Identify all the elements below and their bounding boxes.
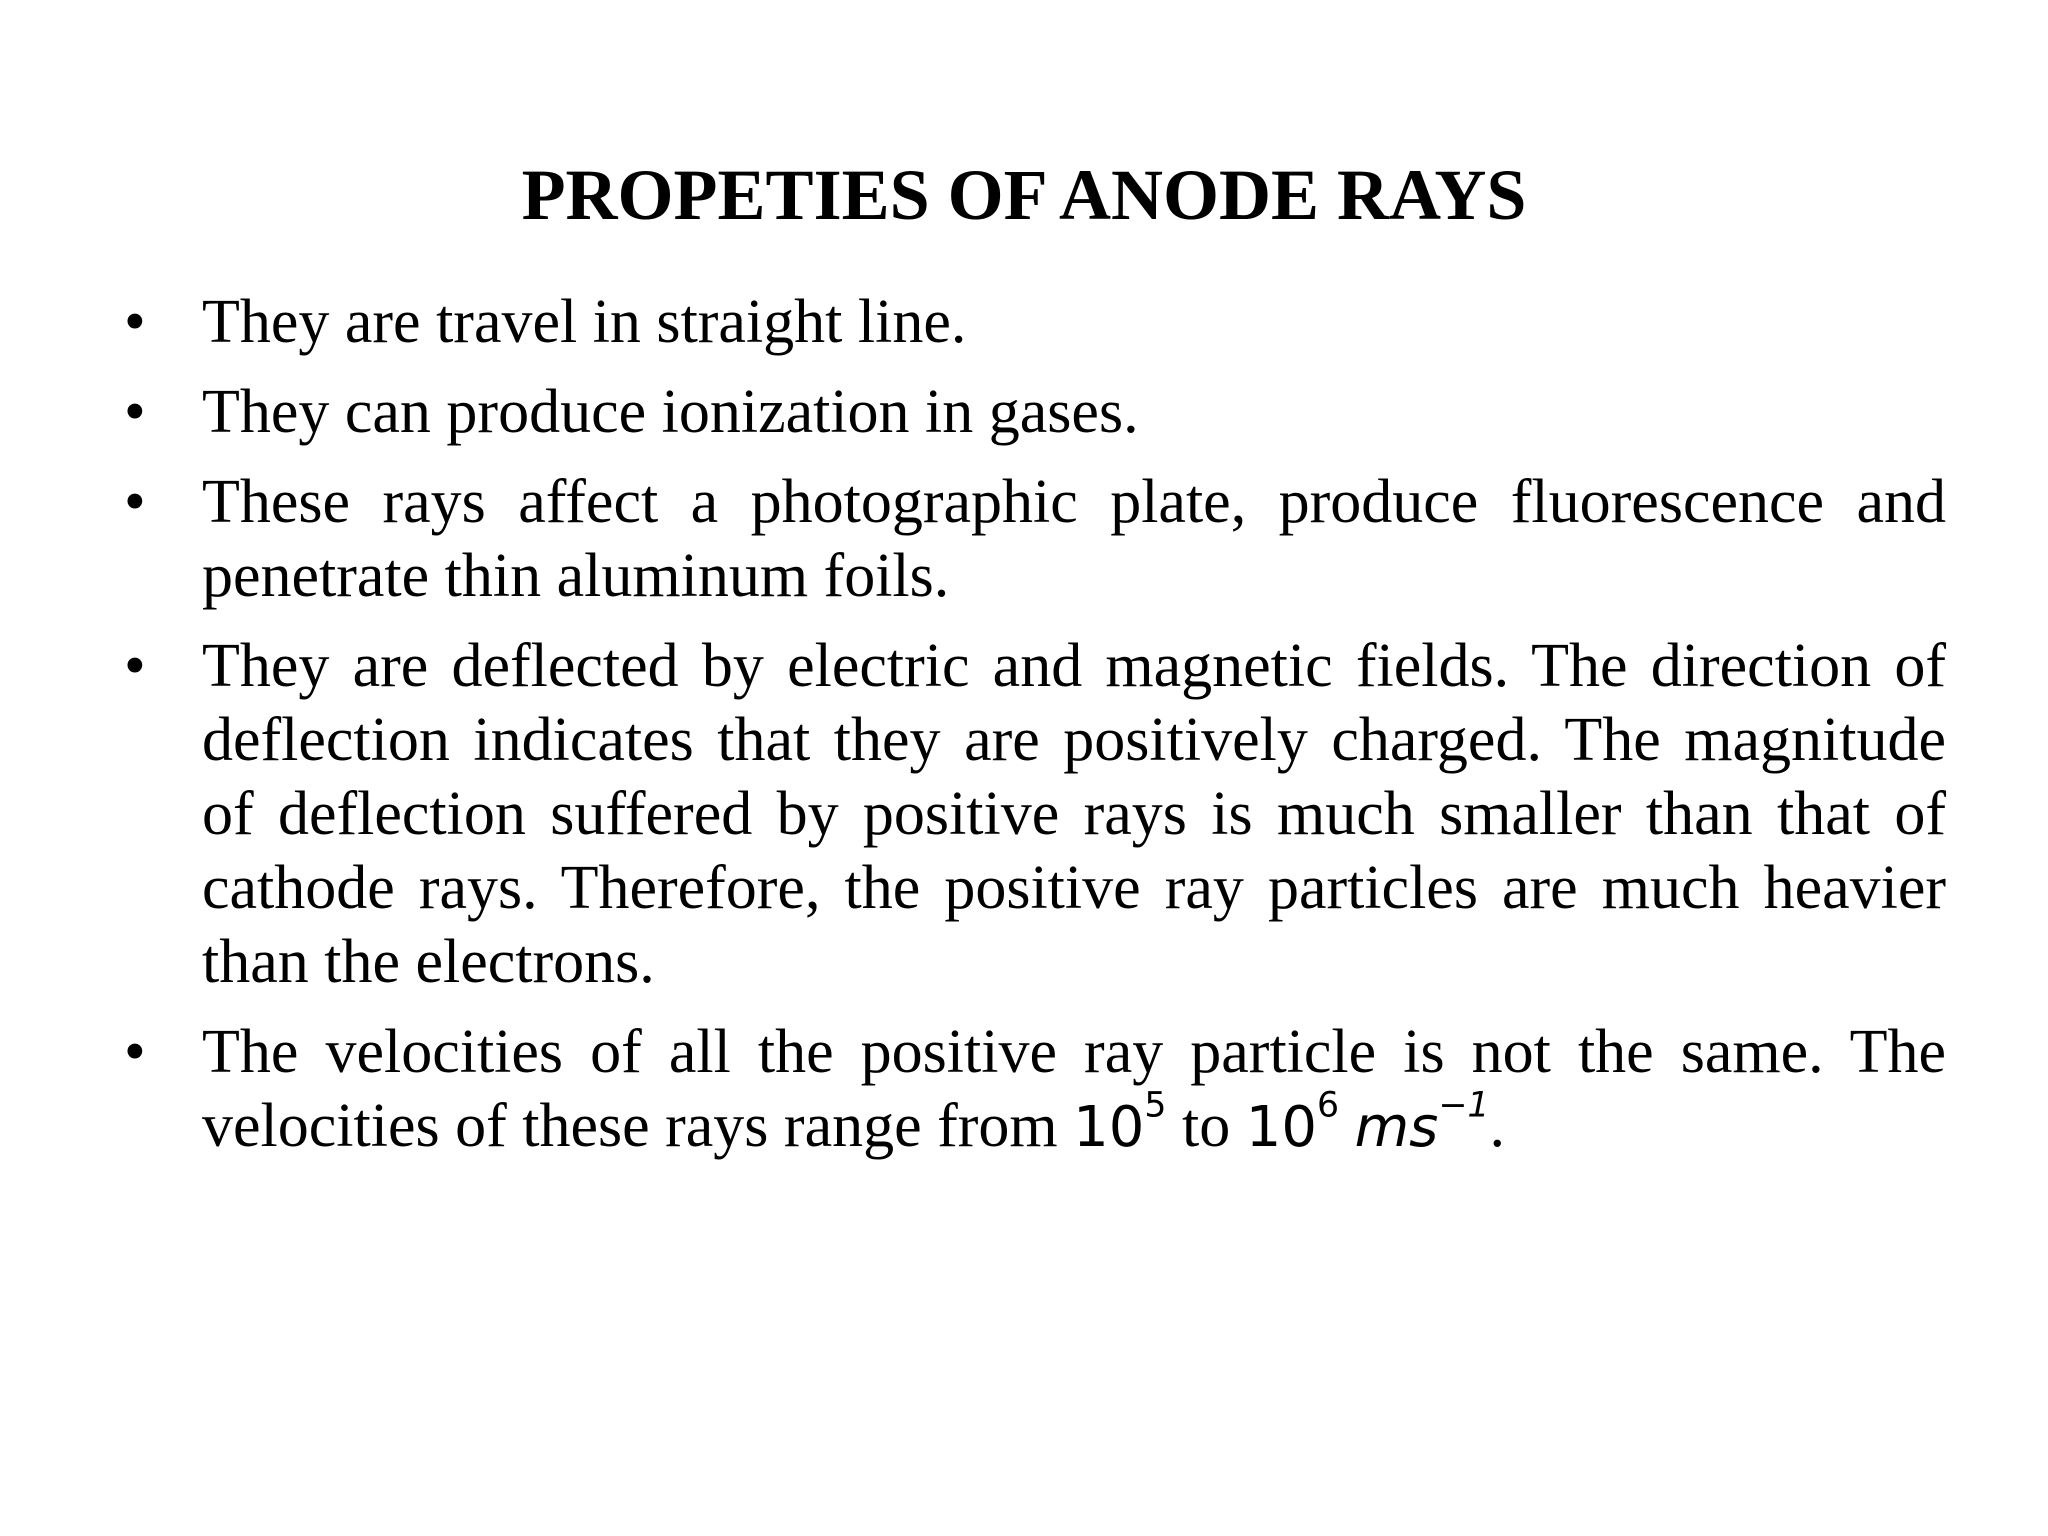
slide-title: PROPETIES OF ANODE RAYS xyxy=(521,155,1527,235)
list-item xyxy=(124,375,1946,449)
bullet-text: The velocities of all the positive ray particle is not the same. The velocities of these rays range from xyxy=(202,1018,1946,1160)
list-item xyxy=(124,465,1946,613)
bullet-icon: • xyxy=(124,468,146,536)
bullet-icon: • xyxy=(124,378,146,446)
velocity-unit: $ms^{-1}$ xyxy=(1354,1085,1490,1160)
bullet-text: They are deflected by electric and magnetic fields. The direction of deflection indicates that they are positively charged. The magnitude of deflection suffered by positive rays is much smaller than that of cathode rays. Therefore, the positive ray particles are much heavier than the electrons. xyxy=(202,632,1946,996)
range-connector: to xyxy=(1181,1092,1231,1160)
end-punctuation: . xyxy=(1489,1092,1505,1160)
bullet-icon: • xyxy=(124,1018,146,1086)
bullet-text: These rays affect a photographic plate, produce fluorescence and penetrate thin aluminum foils. xyxy=(202,468,1946,610)
range-low: $10^5$ xyxy=(1073,1085,1167,1160)
list-item xyxy=(124,285,1946,359)
bullet-text: They are travel in straight line. xyxy=(202,288,967,356)
bullet-list xyxy=(124,285,1946,1181)
range-high: $10^6$ xyxy=(1245,1085,1340,1160)
bullet-icon: • xyxy=(124,632,146,700)
list-item xyxy=(124,1015,1946,1165)
list-item xyxy=(124,629,1946,999)
bullet-icon: • xyxy=(124,288,146,356)
bullet-text: They can produce ionization in gases. xyxy=(202,378,1139,446)
